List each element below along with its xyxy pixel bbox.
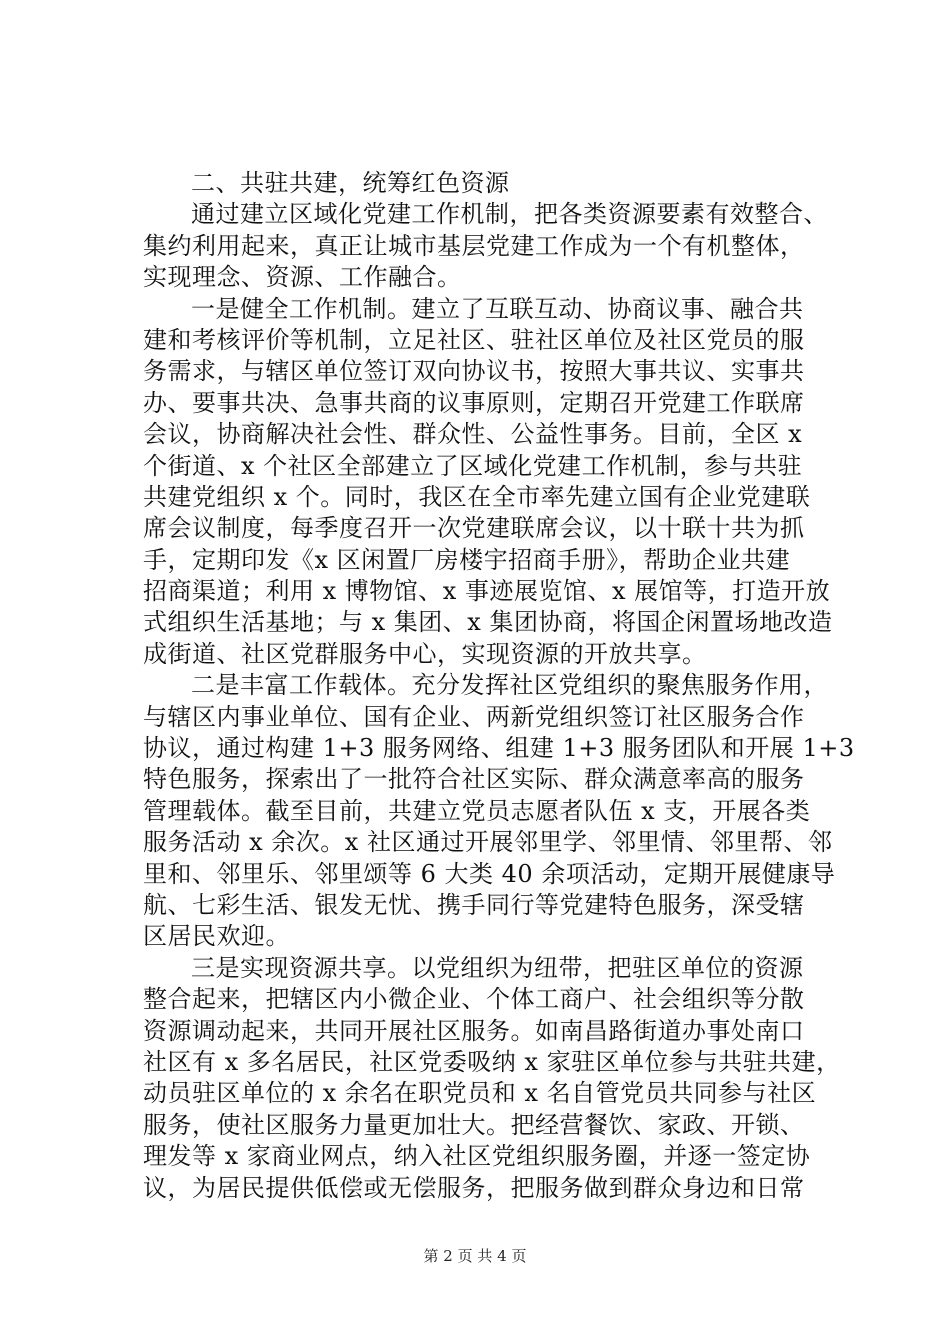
- paragraph-line: 通过建立区域化党建工作机制，把各类资源要素有效整合、: [191, 200, 828, 229]
- paragraph-intro: [143, 199, 843, 293]
- paragraph-line: 动员驻区单位的 x 余名在职党员和 x 名自管党员共同参与社区: [143, 1079, 817, 1108]
- paragraph-line: 席会议制度，每季度召开一次党建联席会议，以十联十共为抓: [143, 514, 805, 543]
- paragraph-line: 会议，协商解决社会性、群众性、公益性事务。目前，全区 x: [143, 420, 803, 449]
- page-number-footer: 第 2 页 共 4 页: [423, 1247, 527, 1265]
- paragraph-line: 二是丰富工作载体。充分发挥社区党组织的聚焦服务作用，: [191, 671, 828, 700]
- paragraph-line: 招商渠道；利用 x 博物馆、x 事迹展览馆、x 展馆等，打造开放: [143, 577, 831, 606]
- paragraph-sharing: [143, 953, 843, 1204]
- paragraph-line: 个街道、x 个社区全部建立了区域化党建工作机制，参与共驻: [143, 451, 803, 480]
- paragraph-line: 资源调动起来，共同开展社区服务。如南昌路街道办事处南口: [143, 1016, 805, 1045]
- paragraph-line: 协议，通过构建 1+3 服务网络、组建 1+3 服务团队和开展 1+3: [143, 734, 855, 763]
- paragraph-line: 一是健全工作机制。建立了互联互动、协商议事、融合共: [191, 294, 804, 323]
- paragraph-line: 三是实现资源共享。以党组织为纽带，把驻区单位的资源: [191, 953, 804, 982]
- paragraph-line: 共建党组织 x 个。同时，我区在全市率先建立国有企业党建联: [143, 482, 811, 511]
- paragraph-line: 区居民欢迎。: [143, 922, 290, 951]
- paragraph-carrier: [143, 670, 855, 953]
- paragraph-line: 与辖区内事业单位、国有企业、两新党组织签订社区服务合作: [143, 702, 805, 731]
- paragraph-line: 特色服务，探索出了一批符合社区实际、群众满意率高的服务: [143, 765, 805, 794]
- paragraph-line: 里和、邻里乐、邻里颂等 6 大类 40 余项活动，定期开展健康导: [143, 859, 836, 888]
- paragraph-line: 议，为居民提供低偿或无偿服务，把服务做到群众身边和日常: [143, 1173, 805, 1202]
- paragraph-line: 服务，使社区服务力量更加壮大。把经营餐饮、家政、开锁、: [143, 1110, 805, 1139]
- paragraph-line: 社区有 x 多名居民，社区党委吸纳 x 家驻区单位参与共驻共建，: [143, 1047, 841, 1076]
- paragraph-line: 理发等 x 家商业网点，纳入社区党组织服务圈，并逐一签定协: [143, 1142, 811, 1171]
- paragraph-line: 航、七彩生活、银发无忧、携手同行等党建特色服务，深受辖: [143, 890, 805, 919]
- paragraph-line: 管理载体。截至目前，共建立党员志愿者队伍 x 支，开展各类: [143, 796, 811, 825]
- paragraph-mechanism: [143, 294, 843, 671]
- paragraph-line: 建和考核评价等机制，立足社区、驻社区单位及社区党员的服: [143, 325, 805, 354]
- paragraph-line: 成街道、社区党群服务中心，实现资源的开放共享。: [143, 639, 707, 668]
- paragraph-line: 整合起来，把辖区内小微企业、个体工商户、社会组织等分散: [143, 985, 805, 1014]
- document-body: [143, 168, 855, 1204]
- section-heading: 二、共驻共建，统筹红色资源: [191, 169, 510, 197]
- paragraph-line: 手，定期印发《x 区闲置厂房楼宇招商手册》，帮助企业共建: [143, 545, 791, 574]
- paragraph-line: 务需求，与辖区单位签订双向协议书，按照大事共议、实事共: [143, 357, 805, 386]
- paragraph-line: 式组织生活基地；与 x 集团、x 集团协商，将国企闲置场地改造: [143, 608, 833, 637]
- paragraph-line: 实现理念、资源、工作融合。: [143, 263, 462, 292]
- paragraph-line: 集约利用起来，真正让城市基层党建工作成为一个有机整体，: [143, 231, 805, 260]
- paragraph-line: 办、要事共决、急事共商的议事原则，定期召开党建工作联席: [143, 388, 805, 417]
- paragraph-line: 服务活动 x 余次。x 社区通过开展邻里学、邻里情、邻里帮、邻: [143, 828, 833, 857]
